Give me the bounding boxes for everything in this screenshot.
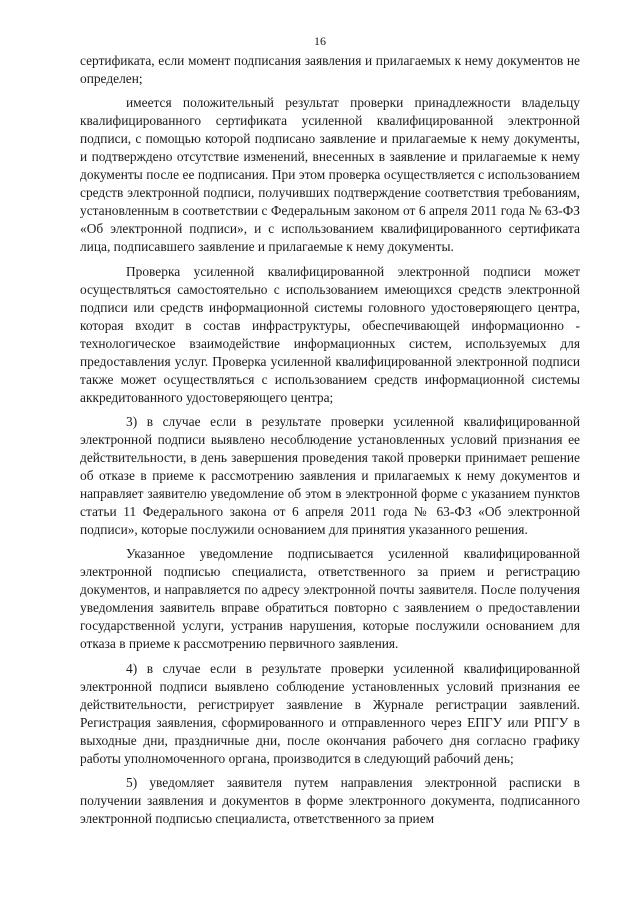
paragraph-7: 5) уведомляет заявителя путем направления электронной расписки в получении заявления и документов в форме электронного документа, подписанного электронной подписью специалиста, ответственного за прием [80, 774, 580, 826]
paragraph-1: сертификата, если момент подписания заявления и прилагаемых к нему документов не определен; [80, 53, 580, 87]
paragraph-3: Проверка усиленной квалифицированной электронной подписи может осуществляться самостоятельно с использованием имеющихся средств электронной подписи или средств информационной системы головного удостоверяющего центра, которая входит в состав инфраструктуры, обеспечивающей информационно - технологическое взаимодействие информационных систем, используемых для предоставления услуг. Проверка усиленной квалифицированной электронной подписи также может осуществляться с использованием средств информационной системы аккредитованного удостоверяющего центра; [80, 263, 580, 405]
paragraph-6: 4) в случае если в результате проверки усиленной квалифицированной электронной подписи выявлено соблюдение установленных условий признания ее действительности, регистрирует заявление в Журнале регистрации заявлений. Регистрация заявления, сформированного и отправленного через ЕПГУ или РПГУ в выходные дни, праздничные дни, после окончания рабочего дня согласно графику работы уполномоченного органа, производится в следующий рабочий день; [80, 660, 580, 766]
document-body [80, 52, 580, 834]
paragraph-5: Указанное уведомление подписывается усиленной квалифицированной электронной подписью специалиста, ответственного за прием и регистрацию документов, и направляется по адресу электронной почты заявителя. После получения уведомления заявитель вправе обратиться повторно с заявлением о предоставлении государственной услуги, устранив нарушения, которые послужили основанием для отказа в приеме к рассмотрению первичного заявления. [80, 546, 580, 652]
paragraph-2: имеется положительный результат проверки принадлежности владельцу квалифицированного сертификата усиленной квалифицированной электронной подписи, с помощью которой подписано заявление и прилагаемые к нему документы, и подтверждено отсутствие изменений, внесенных в заявление и прилагаемые к нему документы после ее подписания. При этом проверка осуществляется с использованием средств электронной подписи, получивших подтверждение соответствия требованиям, установленным в соответствии с Федеральным законом от 6 апреля 2011 года № 63-ФЗ «Об электронной подписи», и с использованием квалифицированного сертификата лица, подписавшего заявление и прилагаемые к нему документы. [80, 95, 580, 255]
paragraph-4: 3) в случае если в результате проверки усиленной квалифицированной электронной подписи выявлено несоблюдение установленных условий признания ее действительности, в день завершения проведения такой проверки принимает решение об отказе в приеме к рассмотрению заявления и прилагаемых к нему документов и направляет заявителю уведомление об этом в электронной форме с указанием пунктов статьи 11 Федерального закона от 6 апреля 2011 года № 63-ФЗ «Об электронной подписи», которые послужили основанием для принятия указанного решения. [80, 413, 580, 538]
page-number: 16 [314, 34, 326, 48]
